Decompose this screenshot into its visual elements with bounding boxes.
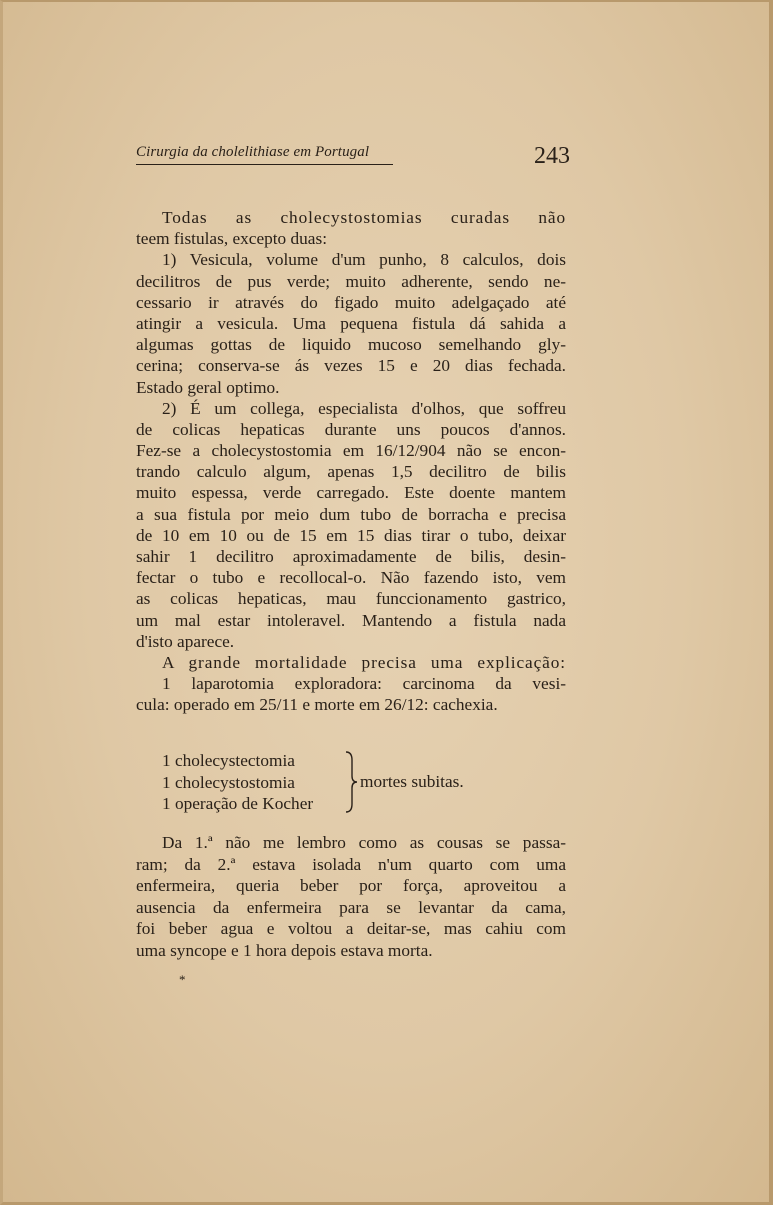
deaths-list-result: mortes subitas. xyxy=(360,772,464,791)
text-line: Da 1.ª não me lembro como as cousas se passa- xyxy=(162,833,566,852)
text-line: as colicas hepaticas, mau funccionamento gastrico, xyxy=(136,589,566,609)
text-line: 2) É um collega, especialista d'olhos, que soffreu xyxy=(162,398,566,418)
text-line: enfermeira, queria beber por força, aproveitou a xyxy=(136,876,566,895)
deaths-list xyxy=(162,750,542,816)
text-line: cula: operado em 25/11 e morte em 26/12: cachexia. xyxy=(136,695,498,715)
text-line: 1) Vesicula, volume d'um punho, 8 calculos, dois xyxy=(162,250,566,270)
header-rule xyxy=(136,164,393,165)
text-line: de 10 em 10 ou de 15 em 15 dias tirar o tubo, deixar xyxy=(136,525,566,545)
running-title: Cirurgia da cholelithiase em Portugal xyxy=(136,144,370,160)
main-text xyxy=(136,207,566,716)
list-item: 1 operação de Kocher xyxy=(162,794,314,813)
text-line: muito espessa, verde carregado. Este doente mantem xyxy=(136,483,566,503)
text-line: uma syncope e 1 hora depois estava morta. xyxy=(136,940,433,960)
text-line: sahir 1 decilitro aproximadamente de bilis, desin- xyxy=(136,547,566,566)
text-line: algumas gottas de liquido mucoso semelhando gly- xyxy=(136,335,566,355)
page-number: 243 xyxy=(534,143,570,169)
text-line: Estado geral optimo. xyxy=(136,377,280,397)
text-line: A grande mortalidade precisa uma explicação: xyxy=(162,652,566,672)
text-line: um mal estar intoleravel. Mantendo a fistula nada xyxy=(136,610,566,630)
list-item: 1 cholecystectomia xyxy=(162,751,295,770)
deaths-list-items xyxy=(162,750,313,815)
curly-brace-icon xyxy=(345,750,359,814)
end-mark: * xyxy=(179,972,186,987)
text-line: a sua fistula por meio dum tubo de borracha e precisa xyxy=(136,504,566,524)
text-line: foi beber agua e voltou a deitar-se, mas cahiu com xyxy=(136,919,566,938)
text-line: fectar o tubo e recollocal-o. Não fazendo isto, vem xyxy=(136,568,566,588)
text-line: d'isto aparece. xyxy=(136,631,235,651)
list-item: 1 cholecystostomia xyxy=(162,772,295,792)
text-line: cessario ir através do figado muito adelgaçado até xyxy=(136,292,566,312)
text-line: Fez-se a cholecystostomia em 16/12/904 não se encon- xyxy=(136,441,566,461)
final-paragraph xyxy=(136,832,566,961)
text-line: 1 laparotomia exploradora: carcinoma da vesi- xyxy=(162,674,566,694)
text-line: trando calculo algum, apenas 1,5 decilitro de bilis xyxy=(136,462,566,482)
text-line: decilitros de pus verde; muito adherente, sendo ne- xyxy=(136,271,566,291)
text-line: ausencia da enfermeira para se levantar da cama, xyxy=(136,897,566,917)
text-line: de colicas hepaticas durante uns poucos d'annos. xyxy=(136,419,566,439)
text-line: cerina; conserva-se ás vezes 15 e 20 dias fechada. xyxy=(136,356,566,376)
text-line: Todas as cholecystostomias curadas não xyxy=(162,208,566,227)
text-line: ram; da 2.ª estava isolada n'um quarto com uma xyxy=(136,854,566,874)
text-line: atingir a vesicula. Uma pequena fistula dá sahida a xyxy=(136,313,566,333)
text-line: teem fistulas, excepto duas: xyxy=(136,229,327,249)
page-header xyxy=(136,144,581,174)
